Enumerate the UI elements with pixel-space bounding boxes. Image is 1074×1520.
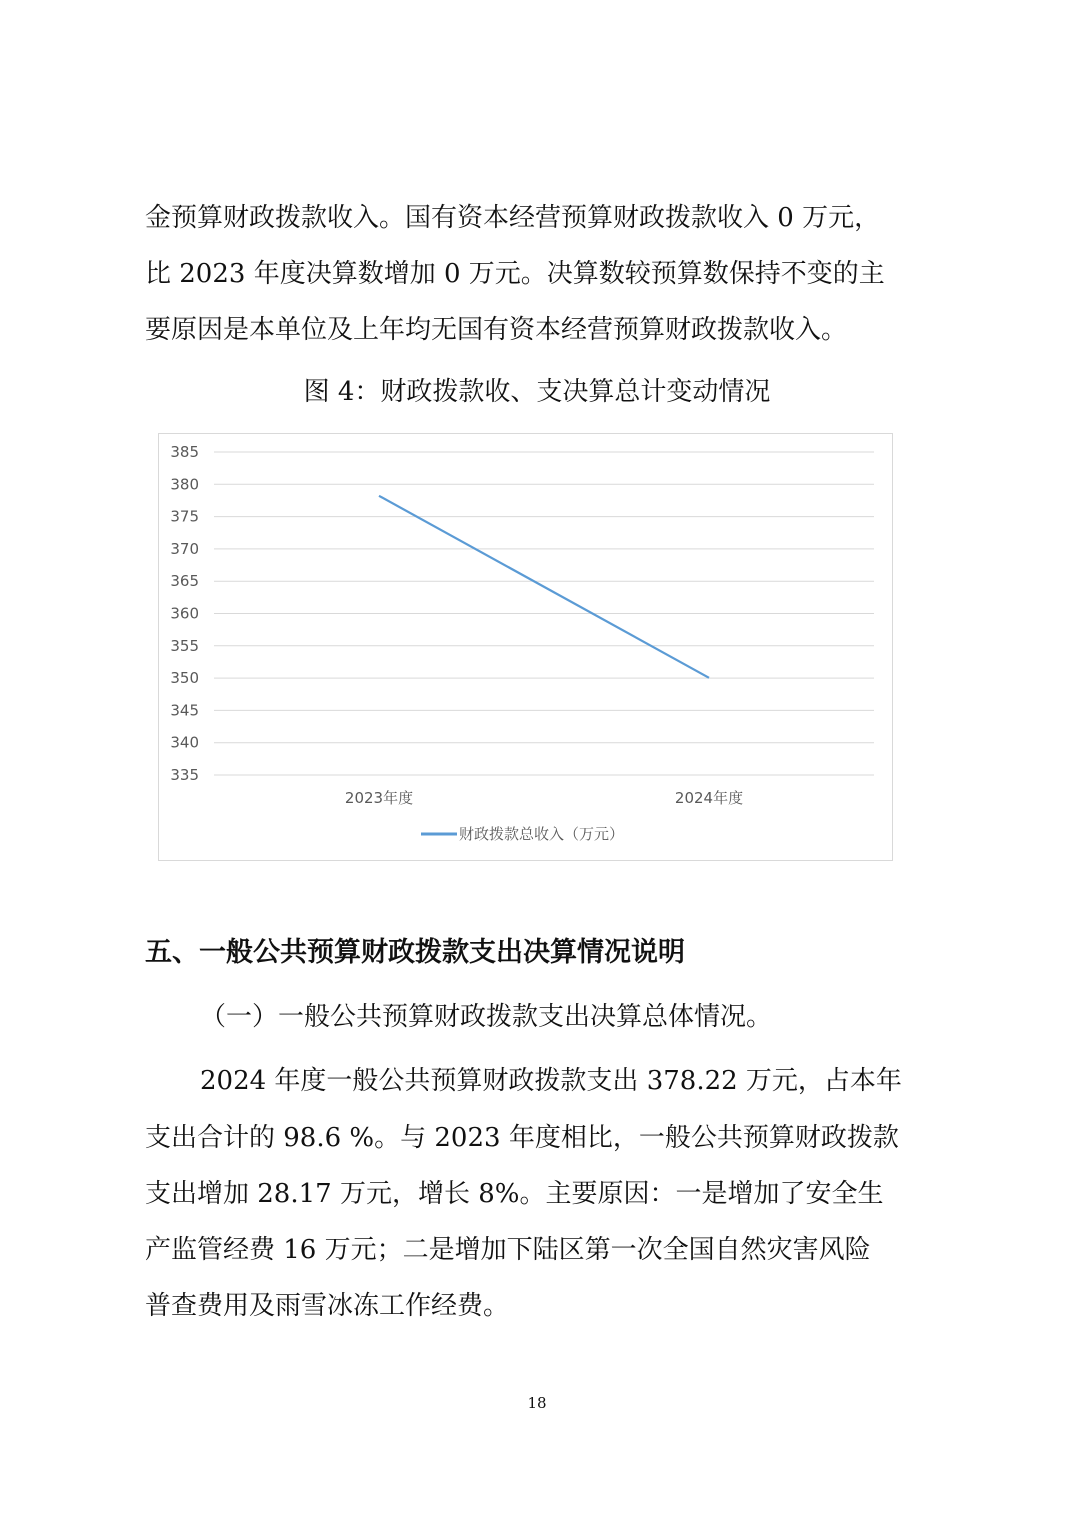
figure-caption: 图 4：财政拨款收、支决算总计变动情况	[303, 377, 771, 407]
section-heading: 五、一般公共预算财政拨款支出决算情况说明	[145, 937, 685, 968]
y-tick-label: 350	[170, 669, 199, 688]
x-tick-label: 2023年度	[344, 789, 414, 807]
series-line	[379, 496, 709, 678]
y-tick-label: 365	[170, 572, 199, 591]
y-tick-label: 335	[170, 766, 199, 784]
chart-svg	[159, 434, 892, 860]
line-chart	[158, 433, 893, 861]
y-tick-label: 345	[170, 701, 199, 720]
y-tick-label: 385	[170, 443, 199, 461]
y-tick-label: 370	[170, 539, 199, 558]
body-text-line: 产监管经费 16 万元；二是增加下陆区第一次全国自然灾害风险	[145, 1235, 871, 1265]
body-text-line: 支出合计的 98.6 %。与 2023 年度相比，一般公共预算财政拨款	[145, 1123, 899, 1153]
body-text-line: 金预算财政拨款收入。国有资本经营预算财政拨款收入 0 万元，	[145, 203, 881, 233]
body-text-line: 支出增加 28.17 万元，增长 8%。主要原因：一是增加了安全生	[145, 1179, 884, 1209]
y-tick-label: 380	[170, 475, 199, 494]
y-tick-label: 375	[170, 507, 199, 526]
body-text-line: 要原因是本单位及上年均无国有资本经营预算财政拨款收入。	[145, 315, 848, 345]
y-tick-label: 360	[170, 604, 199, 623]
body-text-line: 比 2023 年度决算数增加 0 万元。决算数较预算数保持不变的主	[145, 259, 885, 289]
subheading: （一）一般公共预算财政拨款支出决算总体情况。	[200, 1002, 773, 1032]
x-tick-label: 2024年度	[674, 789, 744, 807]
legend-label: 财政拨款总收入（万元）	[459, 825, 625, 843]
y-tick-label: 355	[170, 636, 199, 655]
page-number: 18	[527, 1394, 547, 1412]
body-text-line: 普查费用及雨雪冰冻工作经费。	[145, 1291, 510, 1321]
body-text-line: 2024 年度一般公共预算财政拨款支出 378.22 万元，占本年	[200, 1066, 902, 1096]
y-tick-label: 340	[170, 733, 199, 752]
